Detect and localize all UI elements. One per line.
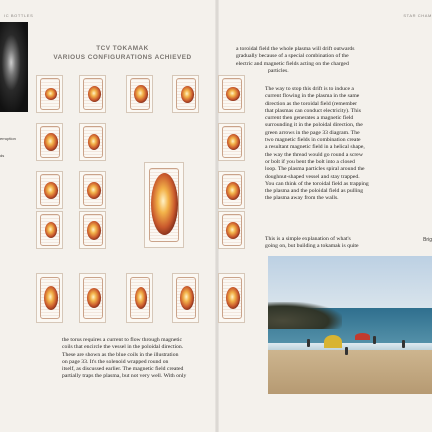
configuration-tile (79, 75, 106, 113)
configuration-tile (79, 171, 106, 209)
figure-title-line2: VARIOUS CONFIGURATIONS ACHIEVED (53, 53, 192, 61)
tokamak-configurations-grid (36, 75, 246, 335)
configuration-tile (36, 273, 63, 323)
text-line: green arrows in the page 33 diagram. The (265, 129, 360, 136)
beach-photo (268, 256, 432, 394)
right-page-para-2 (265, 86, 400, 203)
figure-title (40, 45, 205, 62)
text-line: electric and magnetic fields acting on the charged (236, 60, 349, 67)
text-line: a resultant magnetic field in a helical shape, (265, 144, 365, 151)
configuration-tile (218, 123, 245, 161)
text-line: These are shown as the blue coils in the illustration (62, 351, 179, 358)
text-line: coils that encircle the vessel in the poloidal direction. (62, 344, 184, 351)
text-line: gradually because of a special combination of the (236, 53, 349, 60)
text-line: itself, as discussed earlier. The magnetic field created (62, 366, 184, 373)
configuration-tile (218, 75, 245, 113)
text-line: doughnut-shaped vessel and stay trapped. (265, 173, 360, 180)
configuration-tile (36, 75, 63, 113)
right-page-para-1 (236, 46, 396, 75)
right-page-para-3 (265, 236, 400, 251)
text-line: on page 33. It's the solenoid wrapped round on (62, 358, 169, 365)
text-line: or bolt if you bent the bolt into a closed (265, 158, 355, 165)
text-line: loop. The plasma particles spiral around the (265, 166, 365, 173)
configuration-tile (218, 211, 245, 249)
configuration-tile (172, 273, 199, 323)
side-caption-2: ds (0, 153, 5, 158)
running-head-right: STAR CHAM (403, 13, 432, 18)
text-line: going on, but building a tokamak is quite (265, 243, 359, 250)
figure-title-line1: TCV TOKAMAK (96, 45, 149, 52)
configuration-tile (218, 171, 245, 209)
text-line: current then generates a magnetic field (265, 115, 354, 122)
configuration-tile (79, 123, 106, 161)
text-line: You can think of the toroidal field as trapping (265, 180, 369, 187)
configuration-tile (172, 75, 199, 113)
text-line: two magnetic fields in combination create (265, 137, 361, 144)
text-line: that plasmas can conduct electricity). This (265, 107, 361, 114)
configuration-tile-large (144, 162, 184, 248)
running-head-left: IC BOTTLES (4, 13, 34, 18)
right-margin-caption: Brig (423, 237, 432, 243)
configuration-tile (79, 273, 106, 323)
text-line: current flowing in the plasma in the same (265, 93, 360, 100)
text-line: direction as the toroidal field (remember (265, 100, 358, 107)
text-line: a toroidal field the whole plasma will drift outwards (236, 46, 355, 52)
configuration-tile (126, 75, 153, 113)
configuration-tile (218, 273, 245, 323)
text-line: particles. (268, 67, 289, 74)
text-line: the way the thread would go round a screw (265, 151, 363, 158)
text-line: the plasma away from the walls. (265, 195, 339, 202)
plasma-photo (0, 22, 28, 112)
configuration-tile (36, 211, 63, 249)
text-line: The way to stop this drift is to induce a (265, 86, 354, 92)
configuration-tile (36, 171, 63, 209)
text-line: surrounding it in the poloidal direction, the (265, 122, 363, 129)
left-page-body (62, 337, 212, 381)
text-line: the torus requires a current to flow through magnetic (62, 337, 183, 343)
text-line: This is a simple explanation of what's (265, 236, 351, 242)
text-line: the plasma and the poloidal field as pulling (265, 188, 364, 195)
configuration-tile (126, 273, 153, 323)
configuration-tile (36, 123, 63, 161)
text-line: partially traps the plasma, but not very well. With only (62, 373, 187, 380)
configuration-tile (79, 211, 106, 249)
side-caption-1: erruption (0, 136, 16, 141)
